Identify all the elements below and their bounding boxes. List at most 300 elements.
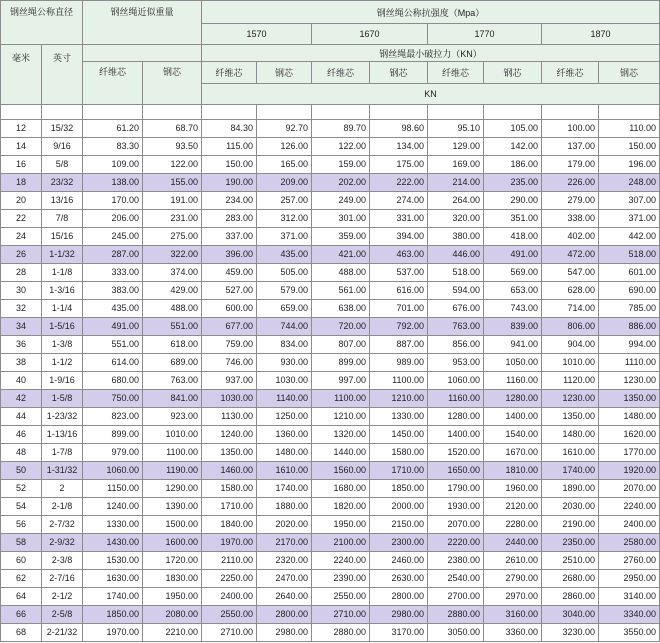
table-row — [1, 462, 660, 480]
force-1570-steel-core-cell: 930.00 — [257, 354, 312, 372]
table-row — [1, 156, 660, 174]
diameter-inch-cell: 2-1/2 — [42, 588, 83, 606]
diameter-inch-cell: 1-23/32 — [42, 408, 83, 426]
force-1870-fiber-core-cell: 904.00 — [542, 336, 599, 354]
force-1570-fiber-core-cell: 190.00 — [202, 174, 257, 192]
force-1670-fiber-core-cell: 2240.00 — [312, 552, 370, 570]
table-row — [1, 390, 660, 408]
force-1770-steel-core-cell: 1050.00 — [484, 354, 542, 372]
force-1570-fiber-core-cell: 746.00 — [202, 354, 257, 372]
force-1870-fiber-core-cell: 2860.00 — [542, 588, 599, 606]
diameter-mm-cell: 56 — [1, 516, 42, 534]
force-1570-fiber-core-cell: 234.00 — [202, 192, 257, 210]
force-1570-steel-core-cell: 1250.00 — [257, 408, 312, 426]
spacer-cell — [143, 105, 202, 120]
diameter-mm-cell: 58 — [1, 534, 42, 552]
force-1570-fiber-core-cell: 2710.00 — [202, 624, 257, 642]
weight-fiber-core-cell: 1240.00 — [83, 498, 143, 516]
force-1770-fiber-core-cell: 320.00 — [428, 210, 484, 228]
force-1870-steel-core-cell: 248.00 — [599, 174, 660, 192]
force-1570-steel-core-cell: 1360.00 — [257, 426, 312, 444]
force-1670-fiber-core-cell: 249.00 — [312, 192, 370, 210]
diameter-inch-cell: 1-3/16 — [42, 282, 83, 300]
force-1670-fiber-core-cell: 421.00 — [312, 246, 370, 264]
weight-steel-core-cell: 155.00 — [143, 174, 202, 192]
weight-steel-core-cell: 1500.00 — [143, 516, 202, 534]
header-grade-1570: 1570 — [202, 24, 312, 45]
force-1770-fiber-core-cell: 1930.00 — [428, 498, 484, 516]
diameter-inch-cell: 2-7/32 — [42, 516, 83, 534]
weight-steel-core-cell: 1100.00 — [143, 444, 202, 462]
force-1570-steel-core-cell: 834.00 — [257, 336, 312, 354]
force-1670-fiber-core-cell: 720.00 — [312, 318, 370, 336]
diameter-mm-cell: 50 — [1, 462, 42, 480]
force-1670-fiber-core-cell: 202.00 — [312, 174, 370, 192]
force-1570-steel-core-cell: 505.00 — [257, 264, 312, 282]
diameter-mm-cell: 68 — [1, 624, 42, 642]
diameter-mm-cell: 62 — [1, 570, 42, 588]
force-1670-fiber-core-cell: 807.00 — [312, 336, 370, 354]
table-row — [1, 300, 660, 318]
spacer-cell — [1, 105, 42, 120]
header-1770-fiber-core: 纤维芯 — [428, 62, 484, 84]
weight-fiber-core-cell: 1970.00 — [83, 624, 143, 642]
force-1870-fiber-core-cell: 806.00 — [542, 318, 599, 336]
weight-fiber-core-cell: 1530.00 — [83, 552, 143, 570]
force-1570-fiber-core-cell: 84.30 — [202, 120, 257, 138]
weight-fiber-core-cell: 899.00 — [83, 426, 143, 444]
diameter-inch-cell: 13/16 — [42, 192, 83, 210]
weight-fiber-core-cell: 823.00 — [83, 408, 143, 426]
force-1870-steel-core-cell: 518.00 — [599, 246, 660, 264]
header-1770-steel-core: 钢芯 — [484, 62, 542, 84]
table-row — [1, 570, 660, 588]
weight-fiber-core-cell: 1150.00 — [83, 480, 143, 498]
diameter-inch-cell: 1-1/2 — [42, 354, 83, 372]
force-1770-fiber-core-cell: 2070.00 — [428, 516, 484, 534]
spacer-cell — [83, 105, 143, 120]
force-1570-steel-core-cell: 209.00 — [257, 174, 312, 192]
weight-fiber-core-cell: 614.00 — [83, 354, 143, 372]
force-1670-fiber-core-cell: 1100.00 — [312, 390, 370, 408]
force-1670-fiber-core-cell: 2880.00 — [312, 624, 370, 642]
force-1670-fiber-core-cell: 2100.00 — [312, 534, 370, 552]
force-1770-fiber-core-cell: 594.00 — [428, 282, 484, 300]
force-1570-steel-core-cell: 2320.00 — [257, 552, 312, 570]
force-1870-steel-core-cell: 886.00 — [599, 318, 660, 336]
diameter-mm-cell: 44 — [1, 408, 42, 426]
force-1870-fiber-core-cell: 279.00 — [542, 192, 599, 210]
force-1870-steel-core-cell: 1920.00 — [599, 462, 660, 480]
diameter-mm-cell: 22 — [1, 210, 42, 228]
force-1670-steel-core-cell: 331.00 — [370, 210, 428, 228]
force-1870-fiber-core-cell: 3040.00 — [542, 606, 599, 624]
force-1570-fiber-core-cell: 1970.00 — [202, 534, 257, 552]
force-1570-steel-core-cell: 1030.00 — [257, 372, 312, 390]
force-1570-fiber-core-cell: 1460.00 — [202, 462, 257, 480]
weight-fiber-core-cell: 680.00 — [83, 372, 143, 390]
diameter-mm-cell: 46 — [1, 426, 42, 444]
header-breaking-force: 钢丝绳最小破拉力（KN） — [202, 45, 660, 62]
force-1670-steel-core-cell: 1710.00 — [370, 462, 428, 480]
table-row — [1, 534, 660, 552]
diameter-inch-cell: 2-3/8 — [42, 552, 83, 570]
force-1670-steel-core-cell: 701.00 — [370, 300, 428, 318]
header-1870-steel-core: 钢芯 — [599, 62, 660, 84]
diameter-inch-cell: 2-7/16 — [42, 570, 83, 588]
force-1870-fiber-core-cell: 2680.00 — [542, 570, 599, 588]
force-1570-steel-core-cell: 579.00 — [257, 282, 312, 300]
diameter-inch-cell: 2-21/32 — [42, 624, 83, 642]
force-1770-fiber-core-cell: 1790.00 — [428, 480, 484, 498]
force-1570-fiber-core-cell: 1130.00 — [202, 408, 257, 426]
force-1870-steel-core-cell: 3340.00 — [599, 606, 660, 624]
force-1770-fiber-core-cell: 676.00 — [428, 300, 484, 318]
force-1670-steel-core-cell: 989.00 — [370, 354, 428, 372]
header-unit: KN — [202, 84, 660, 105]
force-1770-fiber-core-cell: 1280.00 — [428, 408, 484, 426]
force-1670-fiber-core-cell: 1210.00 — [312, 408, 370, 426]
weight-steel-core-cell: 122.00 — [143, 156, 202, 174]
spacer-cell — [42, 105, 83, 120]
force-1570-steel-core-cell: 1610.00 — [257, 462, 312, 480]
header-grade-1770: 1770 — [428, 24, 542, 45]
force-1770-steel-core-cell: 2280.00 — [484, 516, 542, 534]
force-1870-fiber-core-cell: 2030.00 — [542, 498, 599, 516]
force-1670-steel-core-cell: 887.00 — [370, 336, 428, 354]
force-1870-steel-core-cell: 994.00 — [599, 336, 660, 354]
header-1870-fiber-core: 纤维芯 — [542, 62, 599, 84]
force-1770-steel-core-cell: 1670.00 — [484, 444, 542, 462]
force-1770-steel-core-cell: 290.00 — [484, 192, 542, 210]
force-1870-fiber-core-cell: 226.00 — [542, 174, 599, 192]
weight-fiber-core-cell: 206.00 — [83, 210, 143, 228]
table-row — [1, 264, 660, 282]
diameter-inch-cell: 2 — [42, 480, 83, 498]
header-strength: 钢丝绳公称抗强度（Mpa） — [202, 1, 660, 24]
force-1570-steel-core-cell: 2020.00 — [257, 516, 312, 534]
force-1670-fiber-core-cell: 488.00 — [312, 264, 370, 282]
force-1870-fiber-core-cell: 1740.00 — [542, 462, 599, 480]
force-1670-steel-core-cell: 222.00 — [370, 174, 428, 192]
force-1870-fiber-core-cell: 1480.00 — [542, 426, 599, 444]
force-1670-fiber-core-cell: 2550.00 — [312, 588, 370, 606]
force-1870-fiber-core-cell: 1890.00 — [542, 480, 599, 498]
force-1770-steel-core-cell: 743.00 — [484, 300, 542, 318]
force-1870-steel-core-cell: 2580.00 — [599, 534, 660, 552]
header-weight: 钢丝绳近似重量 — [83, 1, 202, 45]
force-1870-fiber-core-cell: 1010.00 — [542, 354, 599, 372]
force-1870-steel-core-cell: 442.00 — [599, 228, 660, 246]
force-1670-fiber-core-cell: 638.00 — [312, 300, 370, 318]
force-1770-fiber-core-cell: 1400.00 — [428, 426, 484, 444]
diameter-inch-cell: 2-1/8 — [42, 498, 83, 516]
force-1670-steel-core-cell: 537.00 — [370, 264, 428, 282]
force-1570-fiber-core-cell: 600.00 — [202, 300, 257, 318]
force-1770-steel-core-cell: 2120.00 — [484, 498, 542, 516]
header-inch: 英寸 — [42, 45, 83, 105]
diameter-inch-cell: 1-5/16 — [42, 318, 83, 336]
force-1870-steel-core-cell: 3550.00 — [599, 624, 660, 642]
diameter-inch-cell: 1-7/8 — [42, 444, 83, 462]
force-1570-steel-core-cell: 2470.00 — [257, 570, 312, 588]
force-1670-steel-core-cell: 2000.00 — [370, 498, 428, 516]
diameter-mm-cell: 14 — [1, 138, 42, 156]
force-1570-fiber-core-cell: 2400.00 — [202, 588, 257, 606]
force-1870-fiber-core-cell: 1120.00 — [542, 372, 599, 390]
force-1770-fiber-core-cell: 856.00 — [428, 336, 484, 354]
force-1870-fiber-core-cell: 714.00 — [542, 300, 599, 318]
force-1570-fiber-core-cell: 337.00 — [202, 228, 257, 246]
force-1770-steel-core-cell: 569.00 — [484, 264, 542, 282]
force-1770-fiber-core-cell: 169.00 — [428, 156, 484, 174]
force-1770-steel-core-cell: 186.00 — [484, 156, 542, 174]
force-1670-fiber-core-cell: 1950.00 — [312, 516, 370, 534]
weight-fiber-core-cell: 83.30 — [83, 138, 143, 156]
force-1670-fiber-core-cell: 301.00 — [312, 210, 370, 228]
diameter-mm-cell: 64 — [1, 588, 42, 606]
force-1570-steel-core-cell: 435.00 — [257, 246, 312, 264]
header-weight-spacer — [83, 45, 202, 62]
diameter-inch-cell: 9/16 — [42, 138, 83, 156]
force-1770-steel-core-cell: 105.00 — [484, 120, 542, 138]
diameter-inch-cell: 2-9/32 — [42, 534, 83, 552]
force-1570-steel-core-cell: 371.00 — [257, 228, 312, 246]
weight-fiber-core-cell: 61.20 — [83, 120, 143, 138]
force-1570-fiber-core-cell: 396.00 — [202, 246, 257, 264]
weight-fiber-core-cell: 1060.00 — [83, 462, 143, 480]
header-1670-fiber-core: 纤维芯 — [312, 62, 370, 84]
force-1870-steel-core-cell: 1230.00 — [599, 372, 660, 390]
table-row — [1, 552, 660, 570]
weight-fiber-core-cell: 170.00 — [83, 192, 143, 210]
weight-steel-core-cell: 68.70 — [143, 120, 202, 138]
table-row — [1, 120, 660, 138]
force-1770-fiber-core-cell: 763.00 — [428, 318, 484, 336]
weight-fiber-core-cell: 1330.00 — [83, 516, 143, 534]
weight-steel-core-cell: 374.00 — [143, 264, 202, 282]
table-header — [1, 1, 660, 120]
force-1570-fiber-core-cell: 2110.00 — [202, 552, 257, 570]
weight-steel-core-cell: 2210.00 — [143, 624, 202, 642]
force-1570-fiber-core-cell: 115.00 — [202, 138, 257, 156]
weight-steel-core-cell: 322.00 — [143, 246, 202, 264]
force-1570-fiber-core-cell: 2550.00 — [202, 606, 257, 624]
force-1670-steel-core-cell: 792.00 — [370, 318, 428, 336]
force-1570-steel-core-cell: 2170.00 — [257, 534, 312, 552]
header-1670-steel-core: 钢芯 — [370, 62, 428, 84]
force-1570-steel-core-cell: 126.00 — [257, 138, 312, 156]
header-weight-fiber-core: 纤维芯 — [83, 62, 143, 105]
table-row — [1, 480, 660, 498]
force-1670-fiber-core-cell: 1440.00 — [312, 444, 370, 462]
force-1670-steel-core-cell: 2980.00 — [370, 606, 428, 624]
force-1870-steel-core-cell: 1480.00 — [599, 408, 660, 426]
force-1770-steel-core-cell: 2970.00 — [484, 588, 542, 606]
weight-fiber-core-cell: 109.00 — [83, 156, 143, 174]
force-1570-steel-core-cell: 257.00 — [257, 192, 312, 210]
force-1770-fiber-core-cell: 2700.00 — [428, 588, 484, 606]
force-1670-steel-core-cell: 1450.00 — [370, 426, 428, 444]
weight-steel-core-cell: 1830.00 — [143, 570, 202, 588]
table-row — [1, 372, 660, 390]
weight-fiber-core-cell: 1430.00 — [83, 534, 143, 552]
table-body — [1, 120, 660, 642]
force-1570-steel-core-cell: 1140.00 — [257, 390, 312, 408]
weight-fiber-core-cell: 1740.00 — [83, 588, 143, 606]
spacer-cell — [312, 105, 370, 120]
force-1670-fiber-core-cell: 2390.00 — [312, 570, 370, 588]
weight-fiber-core-cell: 750.00 — [83, 390, 143, 408]
table-row — [1, 606, 660, 624]
weight-steel-core-cell: 488.00 — [143, 300, 202, 318]
force-1770-steel-core-cell: 1160.00 — [484, 372, 542, 390]
weight-steel-core-cell: 923.00 — [143, 408, 202, 426]
weight-steel-core-cell: 618.00 — [143, 336, 202, 354]
force-1670-steel-core-cell: 274.00 — [370, 192, 428, 210]
force-1770-steel-core-cell: 653.00 — [484, 282, 542, 300]
table-row — [1, 228, 660, 246]
force-1570-fiber-core-cell: 1840.00 — [202, 516, 257, 534]
force-1870-steel-core-cell: 110.00 — [599, 120, 660, 138]
table-row — [1, 282, 660, 300]
weight-steel-core-cell: 689.00 — [143, 354, 202, 372]
force-1870-steel-core-cell: 3140.00 — [599, 588, 660, 606]
weight-fiber-core-cell: 1630.00 — [83, 570, 143, 588]
force-1570-steel-core-cell: 165.00 — [257, 156, 312, 174]
diameter-inch-cell: 15/16 — [42, 228, 83, 246]
force-1770-fiber-core-cell: 446.00 — [428, 246, 484, 264]
weight-fiber-core-cell: 287.00 — [83, 246, 143, 264]
force-1670-steel-core-cell: 2150.00 — [370, 516, 428, 534]
force-1770-steel-core-cell: 3360.00 — [484, 624, 542, 642]
force-1770-fiber-core-cell: 1060.00 — [428, 372, 484, 390]
force-1870-fiber-core-cell: 2190.00 — [542, 516, 599, 534]
force-1570-fiber-core-cell: 1580.00 — [202, 480, 257, 498]
spacer-cell — [428, 105, 484, 120]
weight-steel-core-cell: 763.00 — [143, 372, 202, 390]
table-row — [1, 408, 660, 426]
force-1770-fiber-core-cell: 264.00 — [428, 192, 484, 210]
diameter-mm-cell: 20 — [1, 192, 42, 210]
table-row — [1, 444, 660, 462]
diameter-inch-cell: 1-13/16 — [42, 426, 83, 444]
force-1570-fiber-core-cell: 1030.00 — [202, 390, 257, 408]
force-1570-steel-core-cell: 1880.00 — [257, 498, 312, 516]
weight-steel-core-cell: 1600.00 — [143, 534, 202, 552]
spacer-cell — [370, 105, 428, 120]
force-1870-fiber-core-cell: 472.00 — [542, 246, 599, 264]
header-grade-1870: 1870 — [542, 24, 660, 45]
force-1770-steel-core-cell: 2440.00 — [484, 534, 542, 552]
diameter-mm-cell: 66 — [1, 606, 42, 624]
force-1670-steel-core-cell: 616.00 — [370, 282, 428, 300]
force-1670-fiber-core-cell: 561.00 — [312, 282, 370, 300]
table-row — [1, 354, 660, 372]
force-1770-fiber-core-cell: 2880.00 — [428, 606, 484, 624]
diameter-inch-cell: 1-1/8 — [42, 264, 83, 282]
spacer-cell — [202, 105, 257, 120]
force-1570-fiber-core-cell: 677.00 — [202, 318, 257, 336]
force-1670-steel-core-cell: 98.60 — [370, 120, 428, 138]
force-1770-steel-core-cell: 941.00 — [484, 336, 542, 354]
force-1570-steel-core-cell: 2800.00 — [257, 606, 312, 624]
force-1870-fiber-core-cell: 3230.00 — [542, 624, 599, 642]
weight-steel-core-cell: 1190.00 — [143, 462, 202, 480]
diameter-mm-cell: 24 — [1, 228, 42, 246]
weight-fiber-core-cell: 245.00 — [83, 228, 143, 246]
diameter-mm-cell: 52 — [1, 480, 42, 498]
force-1870-fiber-core-cell: 1610.00 — [542, 444, 599, 462]
spacer-cell — [542, 105, 599, 120]
force-1570-steel-core-cell: 312.00 — [257, 210, 312, 228]
weight-steel-core-cell: 1010.00 — [143, 426, 202, 444]
table-row — [1, 336, 660, 354]
table-row — [1, 624, 660, 642]
force-1770-steel-core-cell: 491.00 — [484, 246, 542, 264]
diameter-mm-cell: 42 — [1, 390, 42, 408]
force-1570-steel-core-cell: 1480.00 — [257, 444, 312, 462]
force-1870-steel-core-cell: 1620.00 — [599, 426, 660, 444]
force-1670-steel-core-cell: 175.00 — [370, 156, 428, 174]
force-1870-fiber-core-cell: 1230.00 — [542, 390, 599, 408]
header-mm: 毫米 — [1, 45, 42, 105]
weight-fiber-core-cell: 333.00 — [83, 264, 143, 282]
table-row — [1, 516, 660, 534]
force-1570-fiber-core-cell: 150.00 — [202, 156, 257, 174]
force-1870-fiber-core-cell: 1350.00 — [542, 408, 599, 426]
force-1870-fiber-core-cell: 100.00 — [542, 120, 599, 138]
force-1670-steel-core-cell: 2630.00 — [370, 570, 428, 588]
force-1770-steel-core-cell: 1400.00 — [484, 408, 542, 426]
diameter-inch-cell: 1-1/4 — [42, 300, 83, 318]
header-1570-fiber-core: 纤维芯 — [202, 62, 257, 84]
table-row — [1, 192, 660, 210]
weight-steel-core-cell: 551.00 — [143, 318, 202, 336]
force-1570-fiber-core-cell: 937.00 — [202, 372, 257, 390]
spacer-cell — [484, 105, 542, 120]
force-1770-steel-core-cell: 351.00 — [484, 210, 542, 228]
force-1870-steel-core-cell: 307.00 — [599, 192, 660, 210]
force-1870-steel-core-cell: 690.00 — [599, 282, 660, 300]
force-1670-steel-core-cell: 1210.00 — [370, 390, 428, 408]
force-1670-steel-core-cell: 463.00 — [370, 246, 428, 264]
table-row — [1, 174, 660, 192]
force-1770-steel-core-cell: 1280.00 — [484, 390, 542, 408]
diameter-inch-cell: 23/32 — [42, 174, 83, 192]
force-1670-steel-core-cell: 2460.00 — [370, 552, 428, 570]
force-1870-steel-core-cell: 1350.00 — [599, 390, 660, 408]
force-1770-steel-core-cell: 3160.00 — [484, 606, 542, 624]
weight-steel-core-cell: 275.00 — [143, 228, 202, 246]
force-1670-steel-core-cell: 3170.00 — [370, 624, 428, 642]
weight-fiber-core-cell: 435.00 — [83, 300, 143, 318]
force-1770-fiber-core-cell: 1160.00 — [428, 390, 484, 408]
force-1570-steel-core-cell: 2980.00 — [257, 624, 312, 642]
force-1770-steel-core-cell: 142.00 — [484, 138, 542, 156]
force-1570-fiber-core-cell: 527.00 — [202, 282, 257, 300]
force-1770-fiber-core-cell: 129.00 — [428, 138, 484, 156]
force-1770-fiber-core-cell: 953.00 — [428, 354, 484, 372]
diameter-inch-cell: 1-3/8 — [42, 336, 83, 354]
force-1570-steel-core-cell: 659.00 — [257, 300, 312, 318]
force-1770-fiber-core-cell: 3050.00 — [428, 624, 484, 642]
force-1670-steel-core-cell: 134.00 — [370, 138, 428, 156]
force-1670-fiber-core-cell: 1320.00 — [312, 426, 370, 444]
diameter-mm-cell: 18 — [1, 174, 42, 192]
force-1770-fiber-core-cell: 1520.00 — [428, 444, 484, 462]
force-1670-steel-core-cell: 2300.00 — [370, 534, 428, 552]
